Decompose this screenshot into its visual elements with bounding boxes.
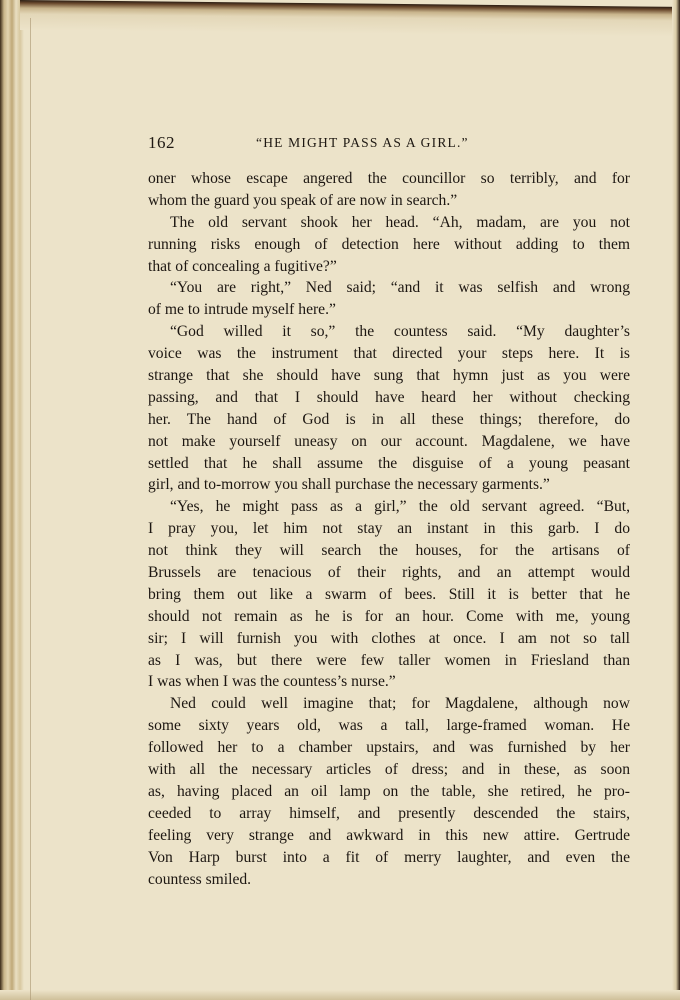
text-line: should not remain as he is for an hour. Come with me, young (148, 607, 630, 625)
page-number: 162 (148, 133, 175, 152)
text-line: passing, and that I should have heard her without checking (148, 388, 630, 406)
book-binding-edge (0, 0, 24, 1000)
running-title: “HE MIGHT PASS AS A GIRL.” (256, 135, 469, 150)
page-right-edge (672, 0, 680, 1000)
text-line: The old servant shook her head. “Ah, madam, are you not (170, 213, 630, 231)
page-header (148, 133, 630, 155)
text-line: Brussels are tenacious of their rights, and an attempt would (148, 564, 630, 582)
text-line: countess smiled. (148, 870, 252, 888)
text-line: girl, and to-morrow you shall purchase the necessary garments.” (148, 476, 550, 494)
text-line: I pray you, let him not stay an instant in this garb. I do (148, 520, 630, 538)
text-line: oner whose escape angered the councillor so terribly, and for (148, 170, 630, 187)
text-line: ceeded to array himself, and presently descended the stairs, (148, 804, 630, 822)
text-line: Ned could well imagine that; for Magdalene, although now (170, 695, 630, 713)
text-line: some sixty years old, was a tall, large-framed woman. He (148, 717, 630, 735)
text-line: with all the necessary articles of dress; and in these, as soon (148, 761, 630, 779)
text-line: settled that he shall assume the disguise of a young peasant (148, 454, 630, 472)
text-line: as, having placed an oil lamp on the table, she retired, he pro- (148, 782, 630, 800)
text-line: not think they will search the houses, for the artisans of (148, 542, 630, 560)
text-line: I was when I was the countess’s nurse.” (148, 673, 396, 691)
text-line: of me to intrude myself here.” (148, 301, 336, 319)
text-line: voice was the instrument that directed your steps here. It is (148, 345, 630, 363)
text-line: that of concealing a fugitive?” (148, 257, 337, 275)
text-line: “God willed it so,” the countess said. “My daughter’s (170, 323, 630, 341)
text-line: followed her to a chamber upstairs, and was furnished by her (148, 739, 630, 757)
text-line: “Yes, he might pass as a girl,” the old servant agreed. “But, (170, 498, 630, 516)
text-line: strange that she should have sung that hymn just as you were (148, 367, 630, 385)
text-line: sir; I will furnish you with clothes at once. I am not so tall (148, 629, 630, 647)
text-line: running risks enough of detection here without adding to them (148, 235, 630, 253)
text-line: feeling very strange and awkward in this new attire. Gertrude (148, 826, 630, 844)
text-line: not make yourself uneasy on our account. Magdalene, we have (148, 432, 630, 450)
text-line: whom the guard you speak of are now in search.” (148, 191, 458, 209)
text-line: “You are right,” Ned said; “and it was selfish and wrong (170, 279, 630, 297)
page-fold-line (30, 18, 31, 1000)
page-bottom-edge (0, 990, 680, 1000)
text-line: her. The hand of God is in all these things; therefore, do (148, 410, 630, 428)
text-line: bring them out like a swarm of bees. Still it is better that he (148, 585, 630, 603)
text-line: Von Harp burst into a fit of merry laughter, and even the (148, 848, 630, 866)
body-text (148, 168, 630, 890)
text-line: as I was, but there were few taller women in Friesland than (148, 651, 630, 669)
